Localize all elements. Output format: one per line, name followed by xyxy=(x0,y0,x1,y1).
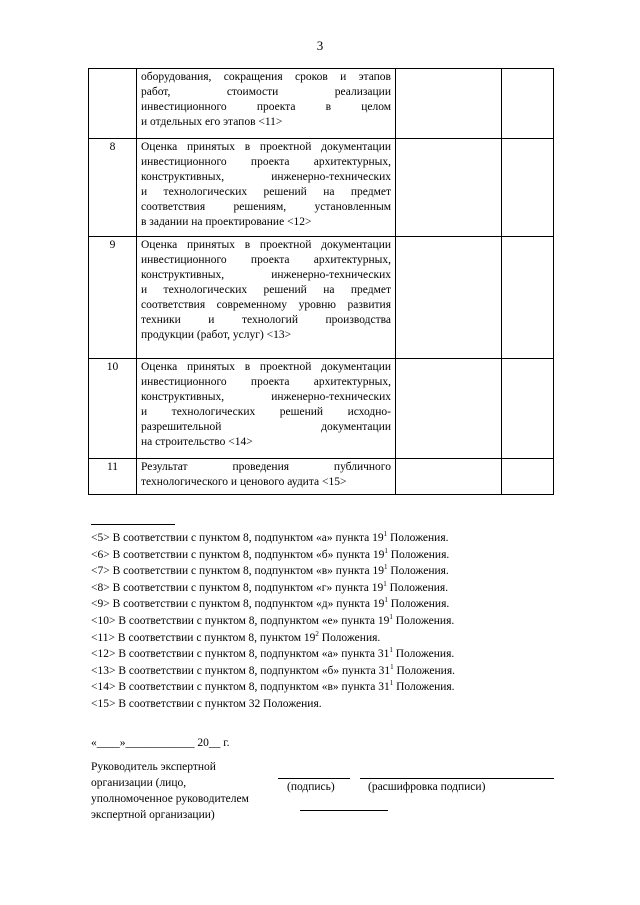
description-line: инвестиционного проекта в целом xyxy=(141,101,391,113)
description-line: Оценка принятых в проектной документации xyxy=(141,141,391,153)
footnote-text: <9> В соответствии с пунктом 8, подпунктом «д» пункта 19 xyxy=(91,598,385,611)
description-line: инвестиционного проекта архитектурных, xyxy=(141,254,391,266)
footnote xyxy=(91,613,455,630)
footnote-tail: Положения. xyxy=(387,565,449,578)
footnote-superscript: 1 xyxy=(390,662,394,671)
description-line: на строительство <14> xyxy=(141,436,253,448)
footnote-tail: Положения. xyxy=(392,614,455,627)
footnote-separator xyxy=(91,524,175,525)
row-number: 9 xyxy=(89,237,137,359)
description-line: инвестиционного проекта архитектурных, xyxy=(141,376,391,388)
expertise-table xyxy=(88,68,554,495)
empty-cell xyxy=(502,237,554,359)
description-line: и технологических решений на предмет xyxy=(141,186,391,198)
row-description xyxy=(137,459,396,495)
table-row xyxy=(89,459,554,495)
footnote-tail: Положения. xyxy=(386,581,449,594)
footnote-tail: Положения. xyxy=(387,532,449,544)
description-line: Результат проведения публичного xyxy=(141,461,391,473)
description-line: и отдельных его этапов <11> xyxy=(141,116,283,128)
footnote-superscript: 1 xyxy=(383,563,388,572)
footnote-text: <15> В соответствии с пунктом 32 Положения. xyxy=(91,697,322,710)
row-description xyxy=(137,69,396,139)
description-line: и технологических решений исходно- xyxy=(141,406,391,418)
signatory-line: уполномоченное руководителем xyxy=(91,793,249,805)
row-number: 10 xyxy=(89,359,137,459)
empty-cell xyxy=(396,459,502,495)
footnote-text: <12> В соответствии с пунктом 8, подпунктом «а» пункта 31 xyxy=(91,648,390,661)
footnote-superscript: 1 xyxy=(389,646,393,655)
description-line: Оценка принятых в проектной документации xyxy=(141,361,391,373)
row-description xyxy=(137,359,396,459)
bottom-line xyxy=(300,810,388,811)
footnote-text: <14> В соответствии с пунктом 8, подпунктом «в» пункта 31 xyxy=(91,681,390,694)
decryption-line xyxy=(360,778,554,779)
empty-cell xyxy=(396,69,502,139)
empty-cell xyxy=(396,359,502,459)
empty-cell xyxy=(396,139,502,237)
description-line: соответствия современному уровню развития xyxy=(141,299,391,311)
footnote-superscript: 2 xyxy=(315,629,319,638)
row-number xyxy=(89,69,137,139)
footnote xyxy=(91,596,455,613)
table-row xyxy=(89,237,554,359)
description-line: разрешительной документации xyxy=(141,421,391,433)
footnote-text: <11> В соответствии с пунктом 8, пунктом 19 xyxy=(91,631,316,644)
table-row xyxy=(89,139,554,237)
row-number: 11 xyxy=(89,459,137,495)
description-line: конструктивных, инженерно-технических xyxy=(141,391,391,403)
description-line: соответствия решениям, установленным xyxy=(141,201,391,213)
footnote xyxy=(91,663,455,680)
footnote-superscript: 1 xyxy=(389,679,394,688)
footnote-superscript: 1 xyxy=(384,546,388,555)
table-row xyxy=(89,69,554,139)
footnote-tail: Положения. xyxy=(387,548,450,561)
signatory-line: экспертной организации) xyxy=(91,809,215,821)
footnote-superscript: 1 xyxy=(383,530,388,538)
description-line: конструктивных, инженерно-технических xyxy=(141,171,391,183)
signatory-line: организации (лицо, xyxy=(91,777,187,789)
footnote-text: <8> В соответствии с пунктом 8, подпунктом «г» пункта 19 xyxy=(91,581,384,594)
signature-caption: (подпись) xyxy=(287,781,335,793)
footnote-text: <5> В соответствии с пунктом 8, подпунктом «а» пункта 19 xyxy=(91,532,384,544)
footnote-tail: Положения. xyxy=(387,598,450,611)
description-line: Оценка принятых в проектной документации xyxy=(141,239,391,251)
signature-line xyxy=(278,778,350,779)
row-description xyxy=(137,139,396,237)
footnote-tail: Положения. xyxy=(393,664,455,677)
footnote-superscript: 1 xyxy=(384,596,388,605)
footnote-text: <7> В соответствии с пунктом 8, подпунктом «в» пункта 19 xyxy=(91,565,384,578)
description-line: конструктивных, инженерно-технических xyxy=(141,269,391,281)
decryption-caption: (расшифровка подписи) xyxy=(368,781,486,793)
description-line: технологического и ценового аудита <15> xyxy=(141,476,347,488)
footnote xyxy=(91,679,455,696)
footnote xyxy=(91,580,455,597)
footnote-superscript: 1 xyxy=(389,612,393,621)
footnote-tail: Положения. xyxy=(318,631,381,644)
footnote-text: <10> В соответствии с пунктом 8, подпунктом «е» пункта 19 xyxy=(91,614,390,627)
footnote xyxy=(91,696,455,713)
empty-cell xyxy=(502,359,554,459)
footnote-text: <13> В соответствии с пунктом 8, подпунктом «б» пункта 31 xyxy=(91,664,391,677)
empty-cell xyxy=(502,69,554,139)
footnote xyxy=(91,563,455,580)
description-line: инвестиционного проекта архитектурных, xyxy=(141,156,391,168)
description-line: работ, стоимости реализации xyxy=(141,86,391,98)
footnote-superscript: 1 xyxy=(383,579,387,588)
footnote xyxy=(91,530,455,547)
table-row xyxy=(89,359,554,459)
description-line: в задании на проектирование <12> xyxy=(141,216,312,228)
signatory-line: Руководитель экспертной xyxy=(91,761,216,773)
signatory-block xyxy=(91,759,249,823)
empty-cell xyxy=(396,237,502,359)
row-number: 8 xyxy=(89,139,137,237)
footnote-tail: Положения. xyxy=(393,681,455,694)
footnote xyxy=(91,646,455,663)
footnote-tail: Положения. xyxy=(392,648,455,661)
page-number: 3 xyxy=(316,38,324,53)
footnotes xyxy=(91,530,455,713)
footnote xyxy=(91,547,455,564)
description-line: оборудования, сокращения сроков и этапов xyxy=(141,71,391,83)
empty-cell xyxy=(502,139,554,237)
row-description xyxy=(137,237,396,359)
date-line: «____»____________ 20__ г. xyxy=(91,737,230,749)
description-line: и технологических решений на предмет xyxy=(141,284,391,296)
footnote xyxy=(91,630,455,647)
empty-cell xyxy=(502,459,554,495)
description-line: техники и технологий производства xyxy=(141,314,391,326)
footnote-text: <6> В соответствии с пунктом 8, подпунктом «б» пункта 19 xyxy=(91,548,385,561)
description-line: продукции (работ, услуг) <13> xyxy=(141,329,292,341)
